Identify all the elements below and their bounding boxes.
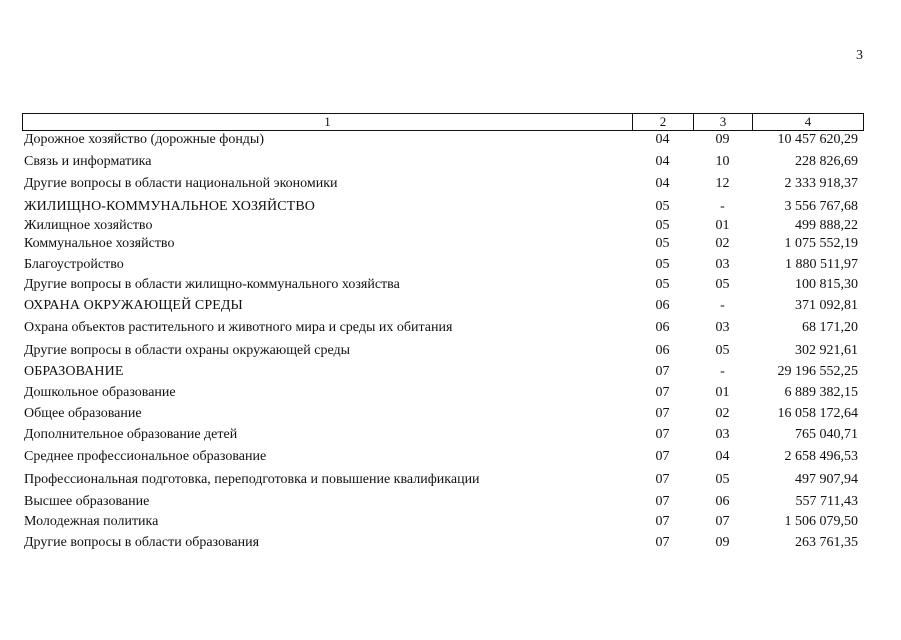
row-section-code: 07	[655, 449, 670, 464]
row-name: Дорожное хозяйство (дорожные фонды)	[24, 132, 265, 147]
row-amount: 497 907,94	[795, 472, 858, 487]
table-row	[22, 471, 864, 489]
row-amount: 1 880 511,97	[785, 257, 858, 272]
row-name: Другие вопросы в области жилищно-коммунального хозяйства	[24, 277, 400, 292]
row-subsection-code: 03	[715, 320, 730, 335]
row-amount: 1 075 552,19	[784, 236, 858, 251]
row-name: Общее образование	[24, 406, 142, 421]
table-row	[22, 448, 864, 466]
row-section-code: 07	[655, 406, 670, 421]
row-name: Благоустройство	[24, 257, 124, 272]
table-row	[22, 493, 864, 511]
row-section-code: 06	[655, 343, 670, 358]
row-amount: 100 815,30	[795, 277, 858, 292]
table-row	[22, 384, 864, 402]
row-section-code: 07	[655, 494, 670, 509]
row-section-code: 07	[655, 385, 670, 400]
row-subsection-code: 07	[715, 514, 730, 529]
row-section-code: 07	[655, 472, 670, 487]
row-amount: 263 761,35	[795, 535, 858, 550]
table-row	[22, 319, 864, 337]
table-row	[22, 534, 864, 552]
row-amount: 499 888,22	[795, 218, 858, 233]
row-name: Другие вопросы в области образования	[24, 535, 260, 550]
row-subsection-code: 05	[715, 277, 730, 292]
row-subsection-code: 03	[715, 427, 730, 442]
row-amount: 302 921,61	[795, 343, 858, 358]
row-amount: 765 040,71	[795, 427, 858, 442]
table-header	[22, 113, 864, 131]
row-section-code: 05	[655, 257, 670, 272]
row-name: Жилищное хозяйство	[24, 218, 153, 233]
table-row-section-heading	[22, 198, 864, 216]
table-row	[22, 217, 864, 235]
row-section-code: 05	[655, 199, 670, 214]
row-subsection-code: 03	[715, 257, 730, 272]
row-section-code: 04	[655, 132, 670, 147]
row-amount: 3 556 767,68	[784, 199, 858, 214]
row-subsection-code: 02	[715, 406, 730, 421]
row-section-code: 05	[655, 218, 670, 233]
row-section-code: 06	[655, 298, 670, 313]
row-name: Охрана объектов растительного и животного мира и среды их обитания	[24, 320, 453, 335]
table-row	[22, 256, 864, 274]
row-subsection-code: -	[720, 364, 725, 379]
row-name: Другие вопросы в области национальной экономики	[24, 176, 338, 191]
row-name: ОБРАЗОВАНИЕ	[24, 364, 124, 379]
header-col-1: 1	[23, 114, 633, 130]
table-row	[22, 153, 864, 171]
row-amount: 228 826,69	[795, 154, 858, 169]
page-number: 3	[856, 48, 863, 63]
table-row	[22, 342, 864, 360]
row-subsection-code: 06	[715, 494, 730, 509]
row-name: Дополнительное образование детей	[24, 427, 238, 442]
row-subsection-code: 12	[715, 176, 730, 191]
row-name: Среднее профессиональное образование	[24, 449, 267, 464]
row-subsection-code: 05	[715, 343, 730, 358]
row-name: Высшее образование	[24, 494, 150, 509]
row-section-code: 04	[655, 176, 670, 191]
row-subsection-code: 05	[715, 472, 730, 487]
row-amount: 6 889 382,15	[784, 385, 858, 400]
row-amount: 557 711,43	[795, 494, 858, 509]
row-subsection-code: 09	[715, 535, 730, 550]
table-row	[22, 175, 864, 193]
row-name: Коммунальное хозяйство	[24, 236, 175, 251]
header-col-4: 4	[804, 114, 812, 129]
row-section-code: 07	[655, 427, 670, 442]
row-name: Профессиональная подготовка, переподготовка и повышение квалификации	[24, 472, 480, 487]
header-col-3: 3	[694, 114, 753, 130]
table-row	[22, 235, 864, 253]
table-row	[22, 426, 864, 444]
row-amount: 16 058 172,64	[777, 406, 858, 421]
row-section-code: 07	[655, 364, 670, 379]
table-row	[22, 405, 864, 423]
row-subsection-code: 02	[715, 236, 730, 251]
table-row-section-heading	[22, 363, 864, 381]
row-subsection-code: 01	[715, 385, 730, 400]
table-row	[22, 131, 864, 149]
row-subsection-code: -	[720, 199, 725, 214]
row-subsection-code: 10	[715, 154, 730, 169]
row-section-code: 07	[655, 514, 670, 529]
row-amount: 2 333 918,37	[784, 176, 858, 191]
row-name: ОХРАНА ОКРУЖАЮЩЕЙ СРЕДЫ	[24, 298, 243, 313]
table-row-section-heading	[22, 297, 864, 315]
row-name: Другие вопросы в области охраны окружающей среды	[24, 343, 350, 358]
row-subsection-code: 09	[715, 132, 730, 147]
row-name: Связь и информатика	[24, 154, 152, 169]
row-section-code: 04	[655, 154, 670, 169]
row-subsection-code: 01	[715, 218, 730, 233]
row-section-code: 05	[655, 236, 670, 251]
row-amount: 10 457 620,29	[777, 132, 858, 147]
row-amount: 1 506 079,50	[784, 514, 858, 529]
table-row	[22, 513, 864, 531]
row-amount: 2 658 496,53	[784, 449, 858, 464]
row-amount: 371 092,81	[795, 298, 858, 313]
row-subsection-code: -	[720, 298, 725, 313]
table-row	[22, 276, 864, 294]
header-col-2: 2	[633, 114, 694, 130]
row-amount: 29 196 552,25	[777, 364, 858, 379]
row-name: Молодежная политика	[24, 514, 159, 529]
row-subsection-code: 04	[715, 449, 730, 464]
row-amount: 68 171,20	[802, 320, 858, 335]
row-name: Дошкольное образование	[24, 385, 176, 400]
row-name: ЖИЛИЩНО-КОММУНАЛЬНОЕ ХОЗЯЙСТВО	[24, 199, 315, 214]
row-section-code: 05	[655, 277, 670, 292]
row-section-code: 07	[655, 535, 670, 550]
row-section-code: 06	[655, 320, 670, 335]
